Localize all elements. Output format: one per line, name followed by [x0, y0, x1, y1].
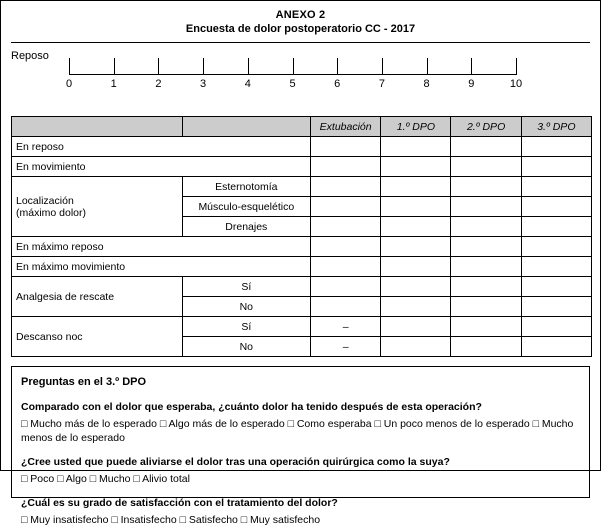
cell[interactable]	[311, 297, 381, 317]
cell[interactable]	[451, 177, 521, 197]
table-row	[12, 177, 592, 197]
scale-tick-label: 3	[200, 78, 207, 90]
cell[interactable]	[521, 297, 591, 317]
document-header	[1, 1, 600, 35]
header-cell-dpo1: 1.º DPO	[381, 117, 451, 137]
row-label-en-maximo-reposo: En máximo reposo	[12, 237, 311, 257]
questions-box	[11, 366, 590, 527]
scale-tick	[293, 58, 294, 75]
cell[interactable]	[311, 277, 381, 297]
cell[interactable]	[521, 157, 591, 177]
cell[interactable]	[521, 137, 591, 157]
cell[interactable]	[521, 197, 591, 217]
cell[interactable]	[381, 137, 451, 157]
scale-tick-label: 10	[509, 78, 523, 90]
scale-tick-label: 5	[289, 78, 296, 90]
scale-tick	[248, 58, 249, 75]
page-subtitle: Encuesta de dolor postoperatorio CC - 2017	[185, 23, 416, 35]
sub-label-no-descanso: No	[182, 337, 310, 357]
cell-dash: –	[311, 317, 381, 337]
scale-tick	[516, 58, 517, 75]
cell[interactable]	[451, 237, 521, 257]
header-cell-extubacion: Extubación	[311, 117, 381, 137]
cell[interactable]	[381, 257, 451, 277]
question-2: ¿Cree usted que puede aliviarse el dolor tras una operación quirúrgica como la suya?	[21, 456, 450, 469]
header-cell-dpo2: 2.º DPO	[451, 117, 521, 137]
scale-tick	[114, 58, 115, 75]
cell[interactable]	[311, 137, 381, 157]
cell[interactable]	[451, 337, 521, 357]
header-cell-blank1	[12, 117, 183, 137]
sub-label-esternotomia: Esternotomía	[182, 177, 310, 197]
cell[interactable]	[381, 177, 451, 197]
sub-label-si-analgesia: Sí	[182, 277, 310, 297]
localizacion-line2: (máximo dolor)	[16, 206, 87, 219]
cell[interactable]	[521, 317, 591, 337]
cell[interactable]	[381, 277, 451, 297]
scale-tick-label: 7	[378, 78, 385, 90]
scale-tick	[382, 58, 383, 75]
table-row	[12, 157, 592, 177]
cell[interactable]	[451, 197, 521, 217]
question-1: Comparado con el dolor que esperaba, ¿cuánto dolor ha tenido después de esta operación?	[21, 400, 482, 413]
scale-tick	[69, 58, 70, 75]
cell[interactable]	[311, 197, 381, 217]
cell[interactable]	[311, 177, 381, 197]
row-label-analgesia-de-rescate: Analgesia de rescate	[12, 277, 183, 317]
pain-scale-label: Reposo	[11, 50, 49, 62]
questions-title: Preguntas en el 3.º DPO	[21, 376, 147, 388]
cell[interactable]	[381, 317, 451, 337]
scale-tick-label: 8	[423, 78, 430, 90]
cell[interactable]	[451, 317, 521, 337]
scale-tick-label: 1	[110, 78, 117, 90]
question-3: ¿Cuál es su grado de satisfacción con el tratamiento del dolor?	[21, 497, 338, 510]
cell[interactable]	[521, 217, 591, 237]
cell[interactable]	[381, 217, 451, 237]
header-cell-dpo3: 3.º DPO	[521, 117, 591, 137]
question-2-options[interactable]: □ Poco □ Algo □ Mucho □ Alivio total	[21, 473, 190, 486]
scale-tick-label: 2	[155, 78, 162, 90]
cell[interactable]	[311, 157, 381, 177]
table-row	[12, 137, 592, 157]
table-row	[12, 317, 592, 337]
scale-tick	[427, 58, 428, 75]
row-label-en-movimiento: En movimiento	[12, 157, 311, 177]
cell[interactable]	[521, 337, 591, 357]
cell[interactable]	[381, 337, 451, 357]
cell-dash: –	[311, 337, 381, 357]
sub-label-no-analgesia: No	[182, 297, 310, 317]
cell[interactable]	[451, 137, 521, 157]
row-label-en-maximo-movimiento: En máximo movimiento	[12, 257, 311, 277]
scale-tick-label: 0	[65, 78, 73, 90]
cell[interactable]	[381, 157, 451, 177]
cell[interactable]	[311, 257, 381, 277]
cell[interactable]	[451, 277, 521, 297]
scale-tick	[337, 58, 338, 75]
table-row	[12, 277, 592, 297]
scale-tick	[203, 58, 204, 75]
assessment-table	[11, 116, 592, 357]
scale-tick-label: 9	[468, 78, 475, 90]
cell[interactable]	[451, 257, 521, 277]
cell[interactable]	[521, 277, 591, 297]
header-divider	[11, 42, 590, 43]
scale-tick-label: 4	[244, 78, 251, 90]
cell[interactable]	[521, 177, 591, 197]
cell[interactable]	[381, 237, 451, 257]
sub-label-musculo-esqueletico: Músculo-esquelético	[182, 197, 310, 217]
row-label-localizacion	[12, 177, 183, 237]
cell[interactable]	[521, 257, 591, 277]
cell[interactable]	[451, 157, 521, 177]
row-label-en-reposo: En reposo	[12, 137, 311, 157]
cell[interactable]	[451, 297, 521, 317]
scale-tick	[471, 58, 472, 75]
table-header-row	[12, 117, 592, 137]
sub-label-si-descanso: Sí	[182, 317, 310, 337]
question-3-options[interactable]: □ Muy insatisfecho □ Insatisfecho □ Satisfecho □ Muy satisfecho	[21, 514, 321, 527]
sub-label-drenajes: Drenajes	[182, 217, 310, 237]
cell[interactable]	[311, 217, 381, 237]
cell[interactable]	[451, 217, 521, 237]
cell[interactable]	[311, 237, 381, 257]
question-1-options[interactable]: □ Mucho más de lo esperado □ Algo más de lo esperado □ Como esperaba □ Un poco menos de lo esperado □ Mucho menos de lo esperado	[21, 417, 574, 445]
header-cell-blank2	[182, 117, 310, 137]
cell[interactable]	[381, 297, 451, 317]
scale-tick-label: 6	[334, 78, 341, 90]
cell[interactable]	[381, 197, 451, 217]
table-row	[12, 257, 592, 277]
page-title: ANEXO 2	[275, 9, 326, 21]
table-row	[12, 237, 592, 257]
localizacion-line1: Localización	[16, 194, 74, 207]
pain-scale	[11, 50, 590, 108]
scale-tick	[158, 58, 159, 75]
cell[interactable]	[521, 237, 591, 257]
row-label-descanso-noc: Descanso noc	[12, 317, 183, 357]
